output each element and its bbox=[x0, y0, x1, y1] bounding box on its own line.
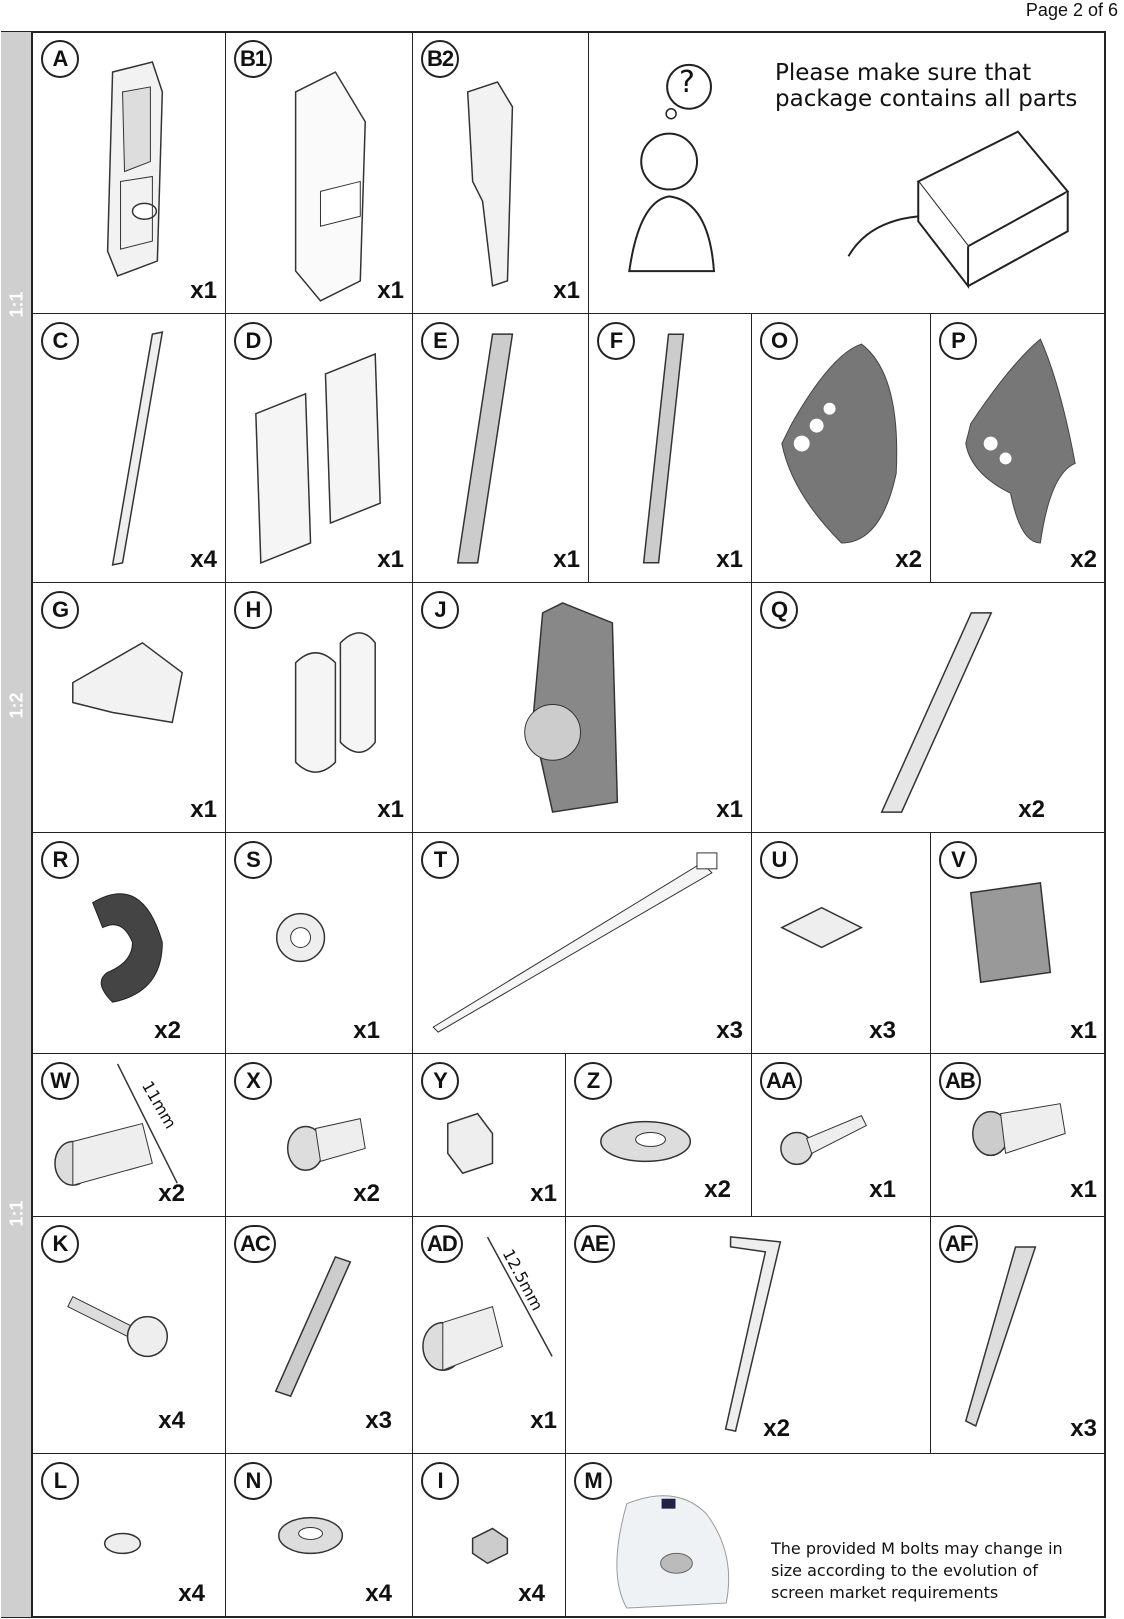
part-label: AF bbox=[939, 1225, 978, 1263]
part-quantity: x1 bbox=[869, 1176, 896, 1203]
part-quantity: x1 bbox=[530, 1180, 557, 1207]
part-quantity: x1 bbox=[1070, 1176, 1097, 1203]
part-label: J bbox=[421, 591, 459, 629]
part-label: B1 bbox=[234, 40, 272, 78]
part-label: F bbox=[597, 322, 635, 360]
part-label: O bbox=[760, 322, 798, 360]
part-cell-g bbox=[33, 583, 226, 833]
part-cell-e bbox=[413, 314, 589, 583]
part-label: G bbox=[41, 591, 79, 629]
part-cell-t bbox=[413, 833, 752, 1054]
part-label: Y bbox=[421, 1062, 459, 1100]
part-quantity: x1 bbox=[716, 796, 743, 823]
part-quantity: x1 bbox=[377, 277, 404, 304]
hex-key-ae-illustration bbox=[566, 1217, 930, 1453]
part-label: I bbox=[421, 1462, 459, 1500]
part-cell-s bbox=[226, 833, 413, 1054]
part-cell-o bbox=[752, 314, 931, 583]
part-cell-m bbox=[566, 1454, 1106, 1617]
part-quantity: x3 bbox=[1070, 1415, 1097, 1442]
scale-bar-1 bbox=[1, 32, 33, 583]
part-quantity: x4 bbox=[365, 1580, 392, 1607]
part-quantity: x3 bbox=[716, 1017, 743, 1044]
part-cell-ac bbox=[226, 1217, 413, 1454]
part-cell-ab bbox=[931, 1054, 1106, 1217]
part-label: AC bbox=[234, 1225, 276, 1263]
part-cell-h bbox=[226, 583, 413, 833]
part-cell-k bbox=[33, 1217, 226, 1454]
part-cell-l bbox=[33, 1454, 226, 1617]
part-quantity: x2 bbox=[154, 1017, 181, 1044]
scale-label-1: 1:1 bbox=[6, 291, 27, 318]
part-label: T bbox=[421, 841, 459, 879]
dimension-label: 12.5mm bbox=[498, 1245, 547, 1314]
part-cell-af bbox=[931, 1217, 1106, 1454]
part-cell-f bbox=[589, 314, 752, 583]
intro-note: Please make sure that package contains all parts bbox=[775, 60, 1078, 112]
part-cell-i bbox=[413, 1454, 566, 1617]
part-label: H bbox=[234, 591, 272, 629]
part-cell-a bbox=[33, 32, 226, 314]
part-cell-q bbox=[752, 583, 1106, 833]
part-label: Z bbox=[574, 1062, 612, 1100]
part-quantity: x3 bbox=[365, 1407, 392, 1434]
part-label: AA bbox=[760, 1062, 802, 1100]
part-cell-z bbox=[566, 1054, 752, 1217]
part-quantity: x1 bbox=[716, 546, 743, 573]
part-quantity: x2 bbox=[158, 1180, 185, 1207]
scale-label-3: 1:1 bbox=[6, 1200, 27, 1227]
part-quantity: x1 bbox=[377, 546, 404, 573]
part-label: R bbox=[41, 841, 79, 879]
scale-bar-2 bbox=[1, 583, 33, 833]
part-cell-y bbox=[413, 1054, 566, 1217]
part-cell-ad bbox=[413, 1217, 566, 1454]
part-quantity: x2 bbox=[1070, 546, 1097, 573]
part-label: C bbox=[41, 322, 79, 360]
part-label: X bbox=[234, 1062, 272, 1100]
cable-tie-t-illustration bbox=[413, 833, 751, 1053]
part-quantity: x2 bbox=[763, 1415, 790, 1442]
part-label: U bbox=[760, 841, 798, 879]
scale-bar-3 bbox=[1, 833, 33, 1617]
part-label: N bbox=[234, 1462, 272, 1500]
intro-question-mark: ? bbox=[679, 65, 695, 100]
page-number: Page 2 of 6 bbox=[1025, 0, 1118, 20]
part-quantity: x2 bbox=[704, 1176, 731, 1203]
part-quantity: x1 bbox=[190, 277, 217, 304]
part-label: A bbox=[41, 40, 79, 78]
part-cell-b2 bbox=[413, 32, 589, 314]
part-cell-b1 bbox=[226, 32, 413, 314]
part-label: Q bbox=[760, 591, 798, 629]
part-label: W bbox=[41, 1062, 79, 1100]
part-label: V bbox=[939, 841, 977, 879]
part-quantity: x1 bbox=[1070, 1017, 1097, 1044]
part-cell-r bbox=[33, 833, 226, 1054]
part-quantity: x3 bbox=[869, 1017, 896, 1044]
part-label: L bbox=[41, 1462, 79, 1500]
part-cell-p bbox=[931, 314, 1106, 583]
bag-note: The provided M bolts may change in size according to the evolution of screen market requirements bbox=[771, 1539, 1063, 1602]
part-cell-w bbox=[33, 1054, 226, 1217]
part-cell-x bbox=[226, 1054, 413, 1217]
part-quantity: x4 bbox=[178, 1580, 205, 1607]
part-label: AD bbox=[421, 1225, 463, 1263]
part-cell-d bbox=[226, 314, 413, 583]
part-cell-j bbox=[413, 583, 752, 833]
latch-j-illustration bbox=[413, 583, 751, 832]
part-label: E bbox=[421, 322, 459, 360]
bolt-q-illustration bbox=[752, 583, 1105, 832]
part-cell-c bbox=[33, 314, 226, 583]
part-label: AB bbox=[939, 1062, 981, 1100]
part-cell-ae bbox=[566, 1217, 931, 1454]
part-cell-n bbox=[226, 1454, 413, 1617]
part-quantity: x4 bbox=[158, 1407, 185, 1434]
part-quantity: x4 bbox=[518, 1580, 545, 1607]
part-quantity: x1 bbox=[190, 796, 217, 823]
part-quantity: x2 bbox=[353, 1180, 380, 1207]
part-label: M bbox=[574, 1462, 612, 1500]
part-label: K bbox=[41, 1225, 79, 1263]
part-label: B2 bbox=[421, 40, 459, 78]
part-quantity: x2 bbox=[1018, 796, 1045, 823]
part-cell-v bbox=[931, 833, 1106, 1054]
part-label: D bbox=[234, 322, 272, 360]
scale-label-2: 1:2 bbox=[6, 692, 27, 719]
part-cell-u bbox=[752, 833, 931, 1054]
part-label: P bbox=[939, 322, 977, 360]
part-quantity: x1 bbox=[530, 1407, 557, 1434]
dimension-label: 11mm bbox=[138, 1077, 181, 1132]
part-quantity: x1 bbox=[377, 796, 404, 823]
part-label: S bbox=[234, 841, 272, 879]
part-quantity: x2 bbox=[895, 546, 922, 573]
part-quantity: x1 bbox=[553, 277, 580, 304]
intro-cell bbox=[589, 32, 1106, 314]
part-label: AE bbox=[574, 1225, 615, 1263]
part-quantity: x1 bbox=[353, 1017, 380, 1044]
part-quantity: x1 bbox=[553, 546, 580, 573]
part-quantity: x4 bbox=[190, 546, 217, 573]
part-cell-aa bbox=[752, 1054, 931, 1217]
